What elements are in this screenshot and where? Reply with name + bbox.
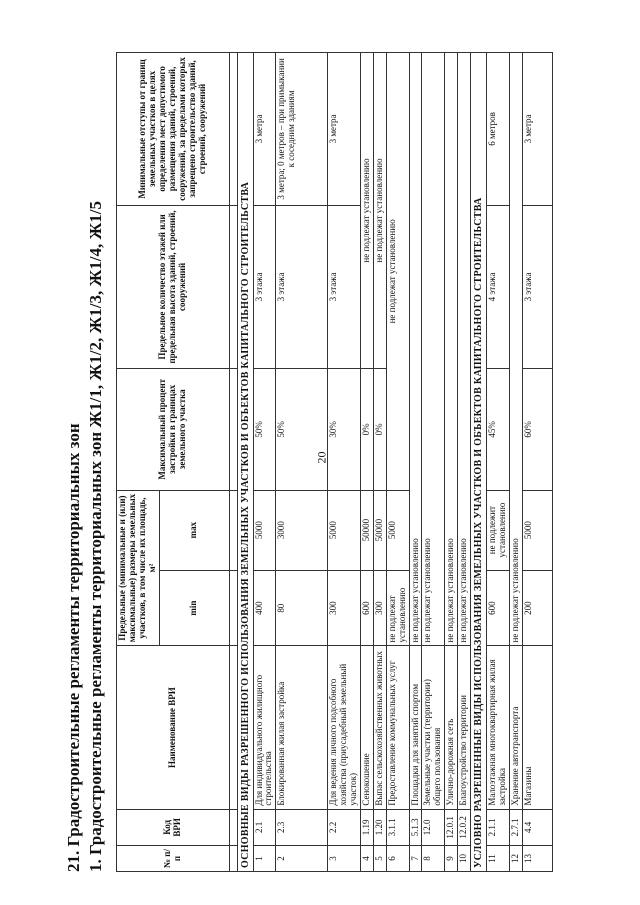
header-floors: Предельное количество этажей или предельная высота зданий, строений, сооружений: [117, 205, 230, 368]
table-row: 7 5.1.3 Площадки для занятий спортом не подлежат установлению: [409, 53, 422, 872]
table-row: 6 3.1.1 Предоставление коммунальных услуг не подлежат установлению 5000 не подлежат установлению: [386, 53, 409, 872]
section-conditional-uses: УСЛОВНО РАЗРЕШЕННЫЕ ВИДЫ ИСПОЛЬЗОВАНИЯ ЗЕМЕЛЬНЫХ УЧАСТКОВ И ОБЪЕКТОВ КАПИТАЛЬНОГО СТРОИТЕЛЬСТВА: [471, 53, 487, 872]
table-row: 11 2.1.1 Малоэтажная многоквартирная жилая застройка 600 не подлежит установлению 45% 4 этажа 6 метров: [487, 53, 510, 872]
table-row: 12 2.7.1 Хранение автотранспорта не подлежат установлению: [509, 53, 522, 872]
header-sizes: Предельные (минимальные и (или) максимальные) размеры земельных участков, в том числе их площадь, м²: [117, 490, 160, 646]
table-row: 5 1.20 Выпас сельскохозяйственных животных 300 50000 0% не подлежат установлению: [373, 53, 386, 872]
page-number: 20: [314, 451, 329, 464]
section-main-uses: ОСНОВНЫЕ ВИДЫ РАЗРЕШЕННОГО ИСПОЛЬЗОВАНИЯ ЗЕМЕЛЬНЫХ УЧАСТКОВ И ОБЪЕКТОВ КАПИТАЛЬНОГО СТРОИТЕЛЬСТВА: [237, 53, 253, 872]
table-row: 8 12.0 Земельные участки (территории) общего пользования не подлежат установлению: [422, 53, 445, 872]
table-row: 4 1.19 Сенокошение 600 50000 0% не подлежат установлению: [361, 53, 374, 872]
header-setback: Минимальные отступы от границ земельных участков в целях определения мест допустимого размещения зданий, строений, сооружений, за пределами которых запрещено строительство зданий, строений, сооружений: [117, 53, 230, 206]
header-name: Наименование ВРИ: [117, 646, 230, 809]
document-subtitle: 1. Градостроительные регламенты территориальных зон Ж1/1, Ж1/2, Ж1/3, Ж1/4, Ж1/5: [86, 200, 105, 872]
rotated-page-content: [64, 52, 604, 872]
header-max: max: [159, 490, 229, 570]
header-min: min: [159, 570, 229, 646]
table-row: 2 2.3 Блокированная жилая застройка 80 3000 50% 3 этажа 3 метра; 0 метров – при примыкании к соседним зданиям: [276, 53, 328, 872]
document-title: 21. Градостроительные регламенты территориальных зон: [64, 423, 83, 872]
table-row: 3 2.2 Для ведения личного подсобного хозяйства (приусадебный земельный участок) 300 5000 30% 3 этажа 3 метра: [328, 53, 361, 872]
table-row: 13 4.4 Магазины 200 5000 60% 3 этажа 3 метра: [522, 53, 552, 872]
header-num: № п/п: [117, 846, 230, 872]
table-row: 1 2.1 Для индивидуального жилищного строительства 400 5000 50% 3 этажа 3 метра: [253, 53, 276, 872]
header-percent: Максимальный процент застройки в границах земельного участка: [117, 369, 230, 491]
table-row: 9 12.0.1 Улично-дорожная сеть не подлежат установлению: [445, 53, 458, 872]
regulations-table: [116, 52, 553, 872]
table-row: 10 12.0.2 Благоустройство территории не подлежат установлению: [458, 53, 471, 872]
header-code: Код ВРИ: [117, 809, 230, 845]
